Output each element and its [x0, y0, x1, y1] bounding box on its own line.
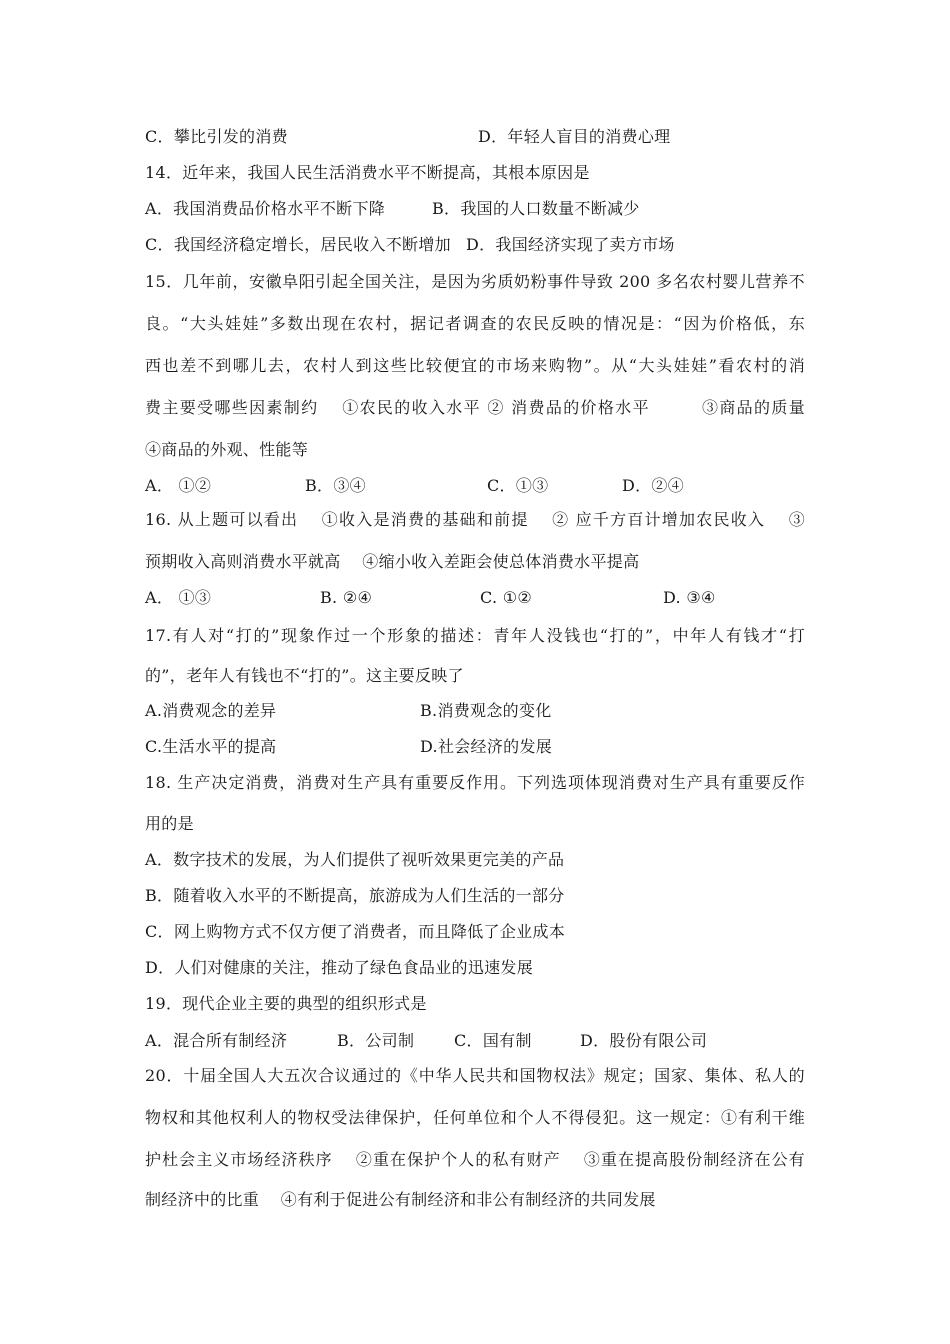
q15-option-a: A． ①② — [145, 476, 212, 495]
q20-stem-line-4: 制经济中的比重 ④有利于促进公有制经济和非公有制经济的共同发展 — [145, 1190, 656, 1209]
q15-stem-line-3: 西也差不到哪儿去，农村人到这些比较便宜的市场来购物”。从“大头娃娃”看农村的消 — [145, 356, 805, 375]
q17-option-a: A.消费观念的差异 — [145, 701, 277, 720]
q20-stem-line-3: 护杜会主义市场经济秩序 ②重在保护个人的私有财产 ③重在提高股份制经济在公有 — [145, 1150, 805, 1169]
q19-option-a: A．混合所有制经济 — [145, 1031, 288, 1050]
q15-stem-line-2: 良。“大头娃娃”多数出现在农村，据记者调查的农民反映的情况是：“因为价格低，东 — [145, 314, 805, 333]
q15-option-d: D．②④ — [622, 476, 685, 495]
q18-option-a: A．数字技术的发展，为人们提供了视听效果更完美的产品 — [145, 850, 565, 869]
q18-option-d: D．人们对健康的关注，推动了绿色食品业的迅速发展 — [145, 958, 534, 977]
q14-option-c: C．我国经济稳定增长，居民收入不断增加 — [145, 235, 451, 254]
q17-option-c: C.生活水平的提高 — [145, 737, 277, 756]
q15-stem-line-5: ④商品的外观、性能等 — [145, 440, 309, 459]
q18-stem-line-2: 用的是 — [145, 814, 194, 833]
q14-option-b: B．我国的人口数量不断减少 — [432, 199, 640, 218]
q20-stem-line-2: 物权和其他权利人的物权受法律保护，任何单位和个人不得侵犯。这一规定：①有利干维 — [145, 1108, 805, 1127]
q14-option-d: D．我国经济实现了卖方市场 — [466, 235, 675, 254]
q17-option-d: D.社会经济的发展 — [420, 737, 553, 756]
q17-option-b: B.消费观念的变化 — [420, 701, 552, 720]
q15-option-c: C．①③ — [487, 476, 549, 495]
q16-stem-line-2: 预期收入高则消费水平就高 ④缩小收入差距会使总体消费水平提高 — [145, 552, 640, 571]
q16-stem-line-1: 16. 从上题可以看出 ①收入是消费的基础和前提 ② 应千方百计增加农民收入 ③ — [145, 510, 805, 529]
q13-option-c: C．攀比引发的消费 — [145, 127, 288, 146]
q16-option-a: A． ①③ — [145, 588, 212, 607]
q16-option-d: D. ③④ — [663, 588, 716, 607]
q14-stem: 14．近年来，我国人民生活消费水平不断提高，其根本原因是 — [145, 163, 590, 182]
q19-stem: 19．现代企业主要的典型的组织形式是 — [145, 994, 427, 1013]
q17-stem-line-1: 17.有人对“打的”现象作过一个形象的描述：青年人没钱也“打的”，中年人有钱才“打 — [145, 626, 805, 645]
q20-stem-line-1: 20．十届全国人大五次合议通过的《中华人民共和国物权法》规定；国家、集体、私人的 — [145, 1066, 805, 1085]
q17-stem-line-2: 的”，老年人有钱也不“打的”。这主要反映了 — [145, 666, 464, 685]
q13-option-d: D．年轻人盲目的消费心理 — [478, 127, 671, 146]
q16-option-b: B. ②④ — [320, 588, 373, 607]
q18-stem-line-1: 18. 生产决定消费，消费对生产具有重要反作用。下列选项体现消费对生产具有重要反作 — [145, 773, 805, 792]
q15-stem-line-1: 15．几年前，安徽阜阳引起全国关注，是因为劣质奶粉事件导致 200 多名农村婴儿营养不 — [145, 272, 805, 291]
q16-option-c: C. ①② — [480, 588, 533, 607]
q18-option-c: C．网上购物方式不仅方便了消费者，而且降低了企业成本 — [145, 922, 566, 941]
q15-option-b: B．③④ — [305, 476, 366, 495]
q19-option-d: D．股份有限公司 — [580, 1031, 708, 1050]
q19-option-b: B．公司制 — [337, 1031, 415, 1050]
q19-option-c: C．国有制 — [454, 1031, 532, 1050]
q14-option-a: A．我国消费品价格水平不断下降 — [145, 199, 386, 218]
q18-option-b: B．随着收入水平的不断提高，旅游成为人们生活的一部分 — [145, 886, 565, 905]
q15-stem-line-4: 费主要受哪些因素制约 ①农民的收入水平 ② 消费品的价格水平 ③商品的质量 — [145, 398, 805, 417]
